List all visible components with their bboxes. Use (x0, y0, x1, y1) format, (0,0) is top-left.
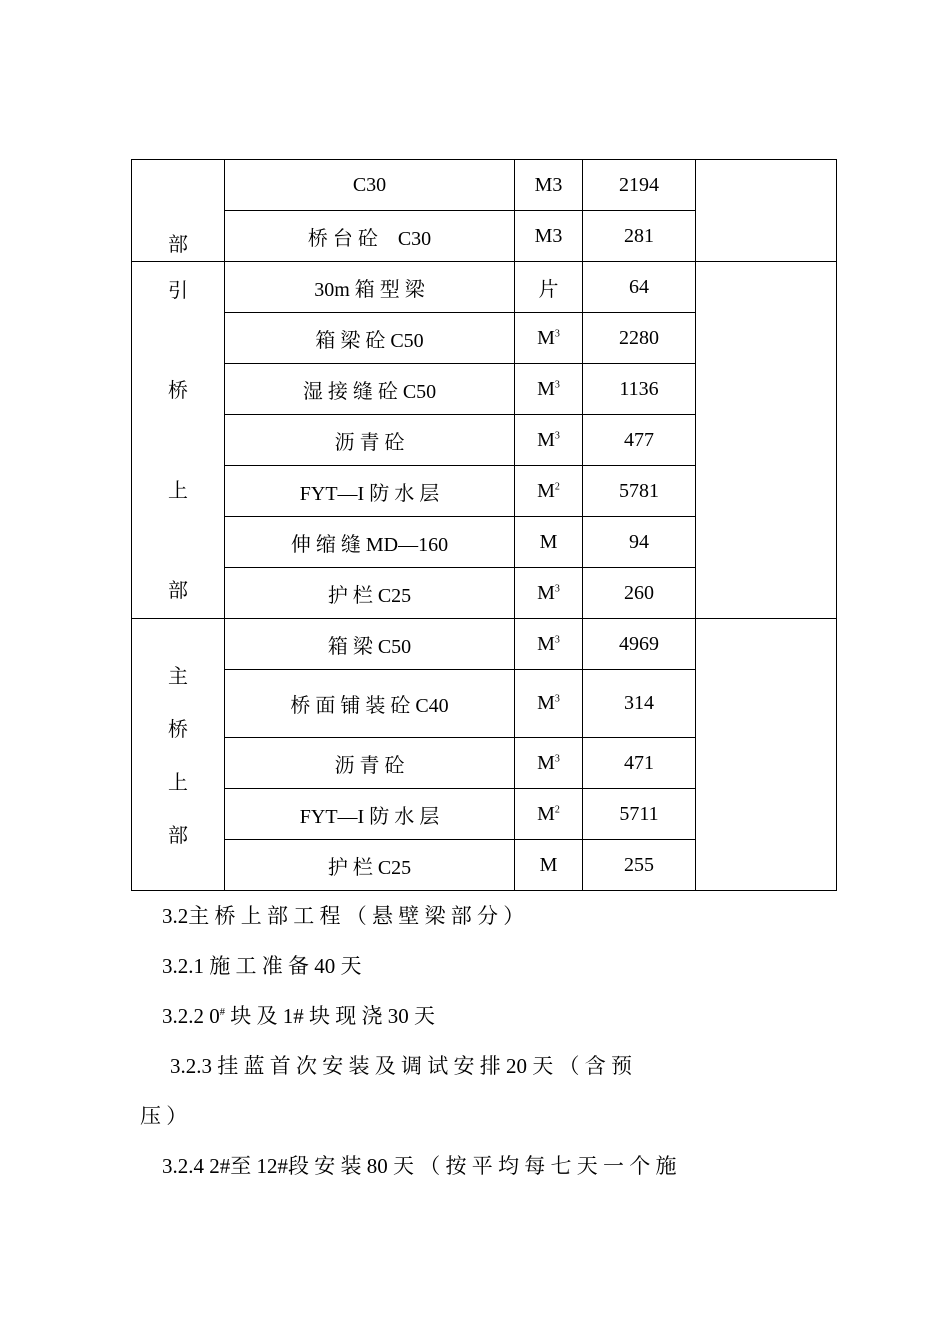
unit-text: 片 (538, 278, 559, 301)
unit-cell (515, 211, 583, 262)
quantity-cell: 1136 (583, 364, 696, 415)
group-char: 引 (168, 280, 188, 302)
table-row (132, 160, 837, 211)
quantity-cell: 2194 (583, 160, 696, 211)
quantity-cell: 5781 (583, 466, 696, 517)
unit-text: M (537, 479, 555, 502)
group-char: 部 (168, 234, 188, 256)
unit-text: M (537, 802, 555, 825)
quantity-cell: 64 (583, 262, 696, 313)
group-char: 桥 (168, 719, 188, 741)
quantity-cell: 314 (583, 670, 696, 738)
table-row (132, 262, 837, 313)
group-cell-approach-bridge (132, 262, 225, 619)
item-cell: FYT—I 防 水 层 (225, 466, 515, 517)
table-row (132, 619, 837, 670)
unit-cell (515, 789, 583, 840)
item-cell: 伸 缩 缝 MD—160 (225, 517, 515, 568)
unit-text: M (537, 377, 555, 400)
item-cell: 沥 青 砼 (225, 415, 515, 466)
item-cell: 护 栏 C25 (225, 840, 515, 891)
unit-cell (515, 619, 583, 670)
paragraph-3-2-1: 3.2.1 施 工 准 备 40 天 (162, 954, 362, 978)
item-cell: 湿 接 缝 砼 C50 (225, 364, 515, 415)
unit-text: M (537, 428, 555, 451)
item-cell: C30 (225, 160, 515, 211)
unit-text: M (539, 853, 558, 876)
quantity-cell: 94 (583, 517, 696, 568)
unit-exponent: 3 (554, 752, 560, 764)
quantity-table (131, 159, 837, 891)
quantity-cell: 260 (583, 568, 696, 619)
item-cell: 箱 梁 C50 (225, 619, 515, 670)
quantity-cell: 5711 (583, 789, 696, 840)
quantity-cell: 2280 (583, 313, 696, 364)
unit-exponent: 3 (554, 633, 560, 645)
quantity-cell: 471 (583, 738, 696, 789)
item-cell: 箱 梁 砼 C50 (225, 313, 515, 364)
unit-exponent: 2 (554, 803, 560, 815)
group-char: 部 (168, 580, 188, 602)
unit-cell (515, 517, 583, 568)
quantity-cell: 255 (583, 840, 696, 891)
group-char: 主 (168, 666, 188, 688)
unit-cell (515, 466, 583, 517)
group-char: 上 (168, 772, 188, 794)
unit-text: M (537, 326, 555, 349)
group-char: 部 (168, 825, 188, 847)
paragraph-3-2-2: 3.2.2 0# 块 及 1# 块 现 浇 30 天 (162, 1004, 435, 1028)
unit-text: M3 (534, 224, 563, 247)
unit-cell (515, 313, 583, 364)
quantity-cell: 281 (583, 211, 696, 262)
unit-exponent: 3 (554, 429, 560, 441)
unit-cell (515, 568, 583, 619)
unit-cell (515, 160, 583, 211)
unit-exponent: 3 (554, 327, 560, 339)
group-char: 上 (168, 480, 188, 502)
unit-cell (515, 670, 583, 738)
item-cell: 30m 箱 型 梁 (225, 262, 515, 313)
section-heading-3-2: 3.2主 桥 上 部 工 程 （ 悬 壁 梁 部 分 ） (162, 904, 525, 928)
quantity-cell: 4969 (583, 619, 696, 670)
unit-exponent: 3 (554, 693, 560, 705)
unit-text: M (537, 581, 555, 604)
item-cell: 桥 台 砼 C30 (225, 211, 515, 262)
unit-text: M3 (534, 173, 563, 196)
remarks-cell (696, 160, 837, 262)
unit-exponent: 3 (554, 582, 560, 594)
paragraph-3-2-3-continued: 压 ） (140, 1104, 188, 1128)
unit-cell (515, 364, 583, 415)
unit-cell (515, 415, 583, 466)
item-cell: FYT—I 防 水 层 (225, 789, 515, 840)
item-cell: 桥 面 铺 装 砼 C40 (225, 670, 515, 738)
group-char: 桥 (168, 380, 188, 402)
unit-cell (515, 840, 583, 891)
unit-text: M (537, 692, 555, 714)
unit-cell (515, 738, 583, 789)
remarks-cell (696, 619, 837, 891)
group-cell-top (132, 160, 225, 262)
remarks-cell (696, 262, 837, 619)
paragraph-3-2-4: 3.2.4 2#至 12#段 安 装 80 天 （ 按 平 均 每 七 天 一 个 施 (162, 1154, 677, 1178)
unit-cell (515, 262, 583, 313)
item-cell: 护 栏 C25 (225, 568, 515, 619)
group-cell-main-bridge (132, 619, 225, 891)
unit-exponent: 2 (554, 480, 560, 492)
item-cell: 沥 青 砼 (225, 738, 515, 789)
quantity-cell: 477 (583, 415, 696, 466)
unit-text: M (537, 632, 555, 655)
unit-exponent: 3 (554, 378, 560, 390)
unit-text: M (537, 751, 555, 774)
paragraph-3-2-3: 3.2.3 挂 蓝 首 次 安 装 及 调 试 安 排 20 天 （ 含 预 (170, 1054, 632, 1078)
unit-text: M (539, 530, 558, 553)
